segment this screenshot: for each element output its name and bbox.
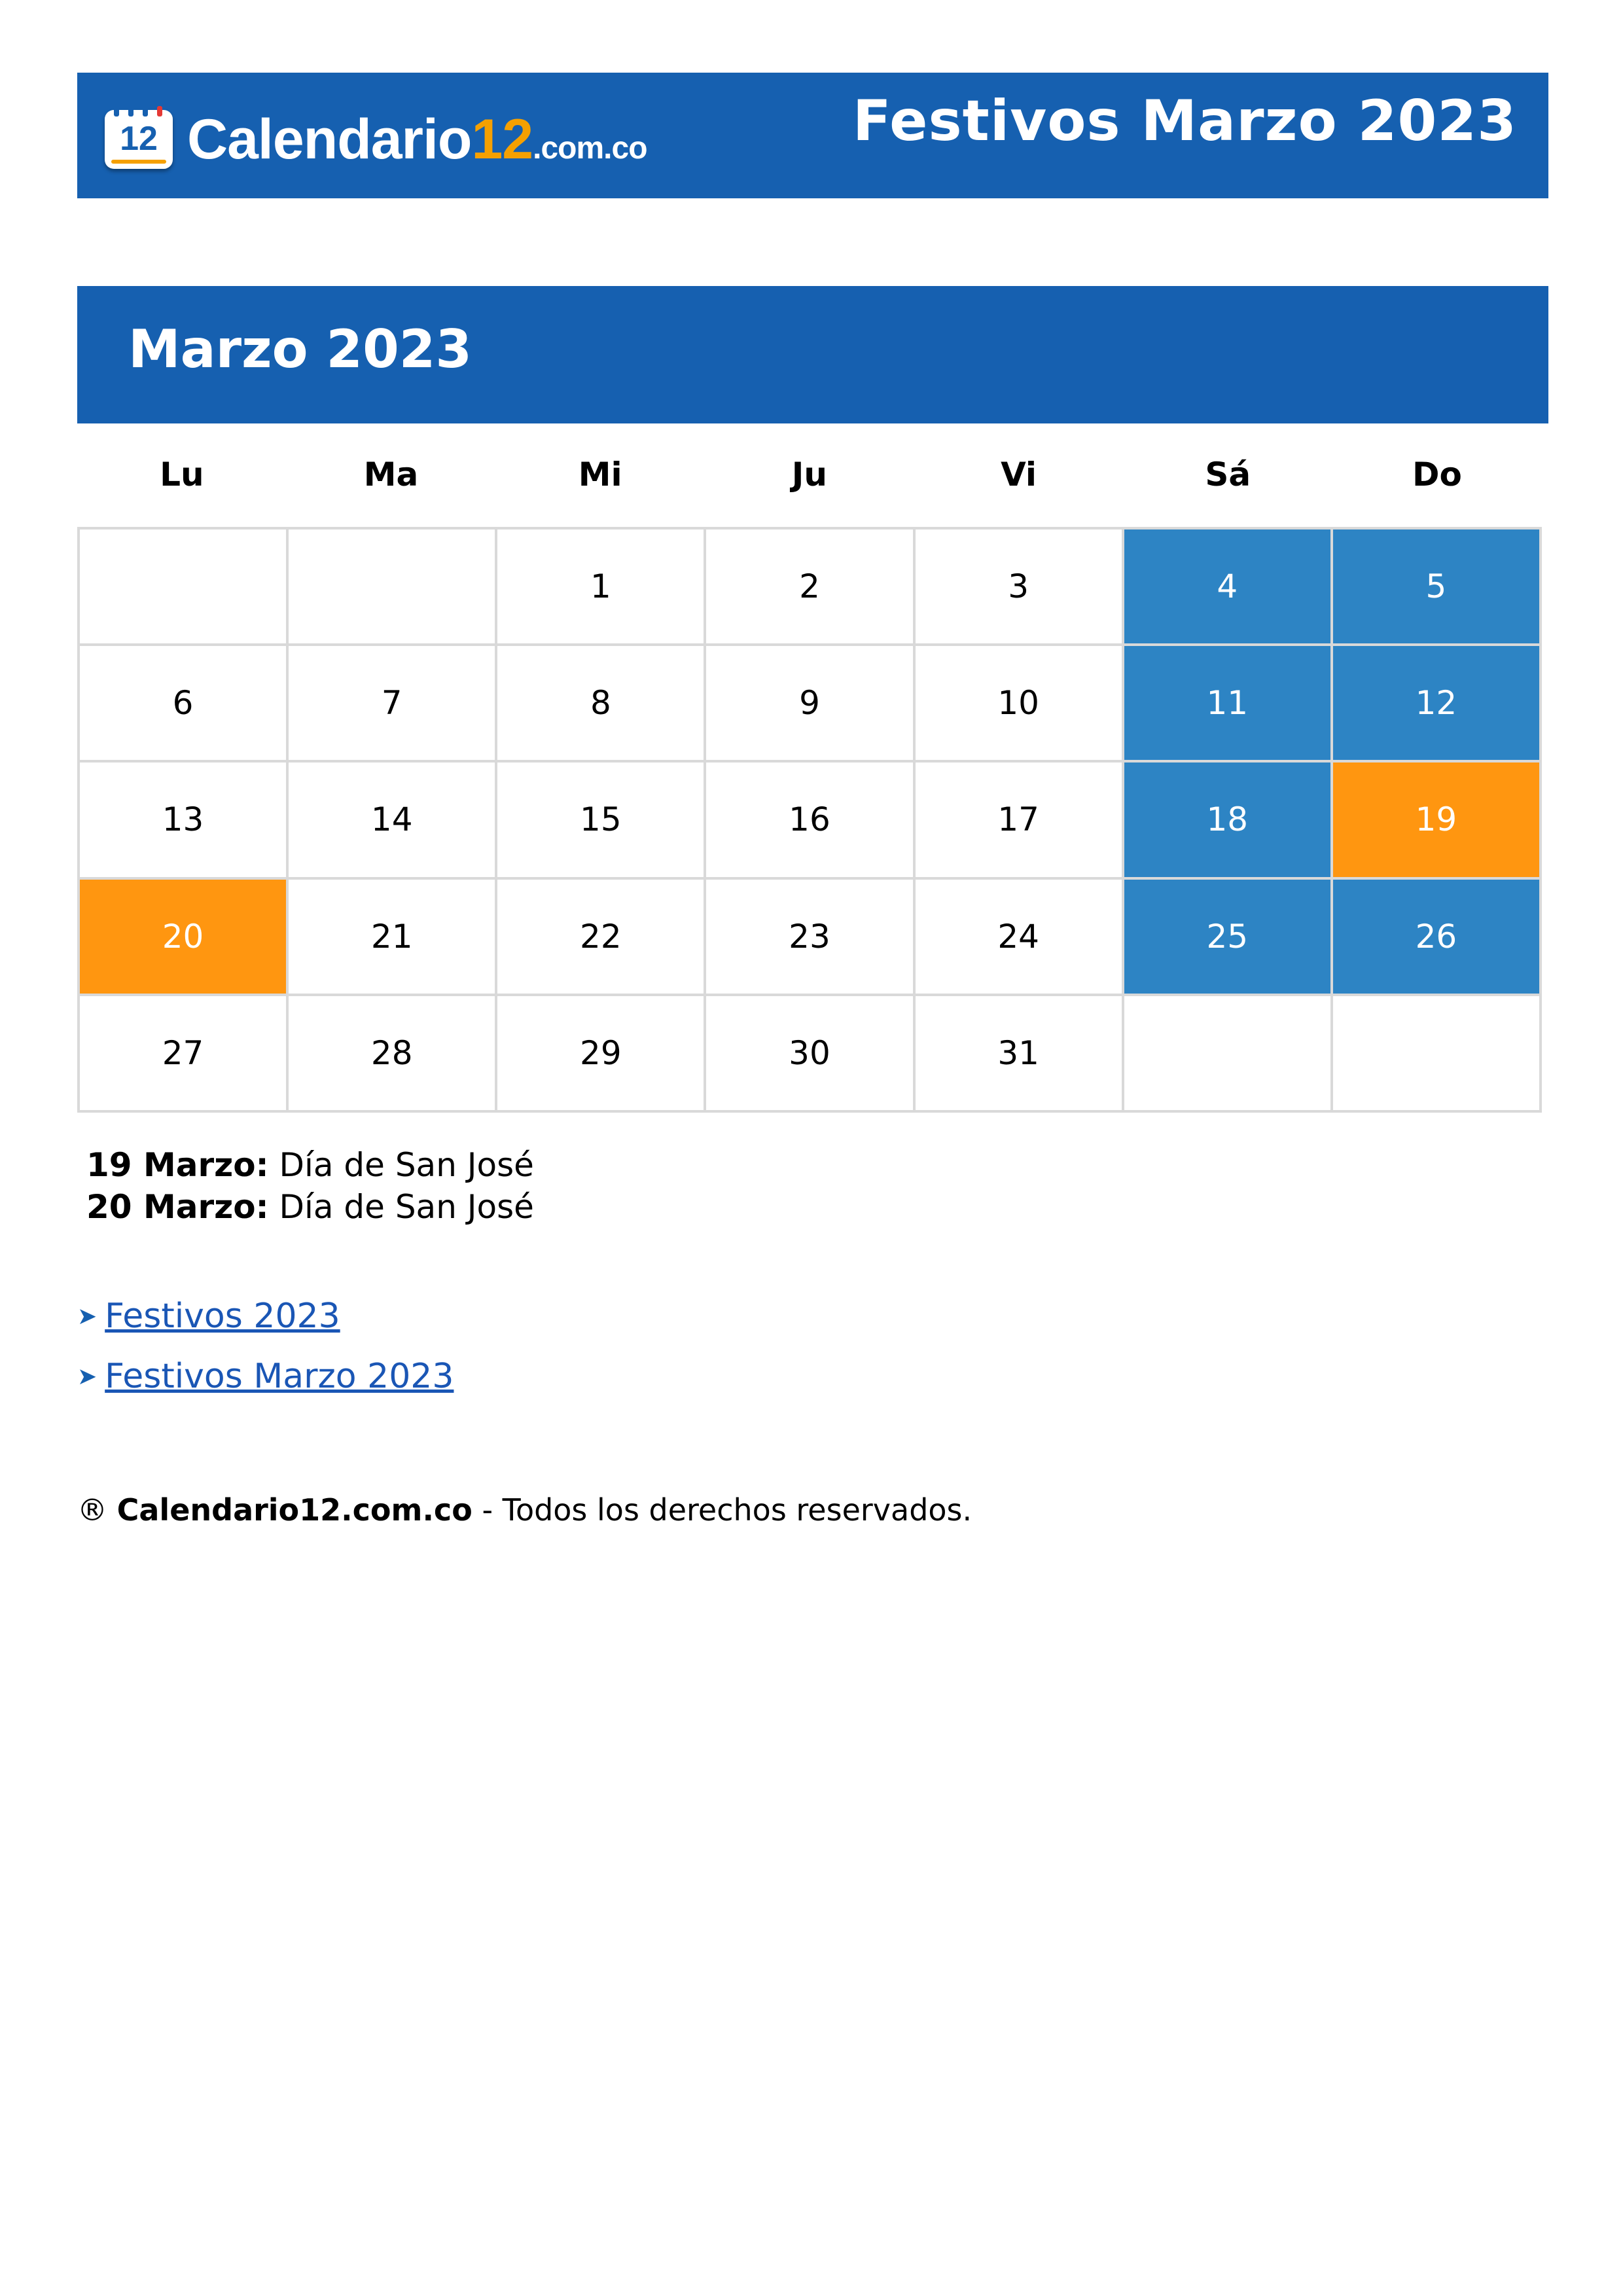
related-links bbox=[77, 1286, 454, 1407]
footer-site-name: Calendario12.com.co bbox=[116, 1492, 473, 1528]
day-cell: 5 bbox=[1333, 529, 1542, 646]
day-cell: 13 bbox=[80, 762, 289, 879]
day-cell: 7 bbox=[289, 646, 497, 762]
day-cell: 4 bbox=[1124, 529, 1333, 646]
holiday-item bbox=[86, 1186, 534, 1228]
weekday-label: Lu bbox=[160, 456, 204, 493]
day-cell: 16 bbox=[706, 762, 915, 879]
logo-text-number: 12 bbox=[471, 107, 533, 171]
footer-rights: - Todos los derechos reservados. bbox=[482, 1492, 972, 1528]
arrow-right-icon: ➤ bbox=[77, 1363, 98, 1390]
weekday-label: Vi bbox=[1001, 456, 1037, 493]
day-cell: 8 bbox=[497, 646, 706, 762]
weekday-label: Ju bbox=[791, 456, 827, 493]
day-cell: 14 bbox=[289, 762, 497, 879]
page-header bbox=[77, 73, 1548, 198]
registered-icon: ® bbox=[77, 1492, 107, 1528]
link-festivos-marzo-2023[interactable]: Festivos Marzo 2023 bbox=[105, 1357, 454, 1396]
weekday-header-row bbox=[77, 452, 1542, 497]
day-cell: 1 bbox=[497, 529, 706, 646]
weekday-label: Ma bbox=[363, 456, 419, 493]
arrow-right-icon: ➤ bbox=[77, 1302, 98, 1330]
day-cell: 26 bbox=[1333, 880, 1542, 996]
day-cell: 6 bbox=[80, 646, 289, 762]
day-cell: 10 bbox=[916, 646, 1124, 762]
day-cell: 12 bbox=[1333, 646, 1542, 762]
day-cell: 15 bbox=[497, 762, 706, 879]
holiday-date: 20 Marzo: bbox=[86, 1188, 269, 1226]
holiday-day-cell: 20 bbox=[80, 880, 289, 996]
holiday-list bbox=[86, 1144, 534, 1228]
calendar-grid bbox=[77, 527, 1542, 1113]
holiday-date: 19 Marzo: bbox=[86, 1146, 269, 1184]
empty-day-cell bbox=[1333, 996, 1542, 1113]
footer bbox=[77, 1492, 972, 1528]
holiday-day-cell: 19 bbox=[1333, 762, 1542, 879]
logo-text-main: Calendario bbox=[187, 107, 472, 171]
day-cell: 30 bbox=[706, 996, 915, 1113]
day-cell: 25 bbox=[1124, 880, 1333, 996]
logo-wordmark bbox=[187, 107, 647, 172]
link-item bbox=[77, 1286, 454, 1346]
day-cell: 27 bbox=[80, 996, 289, 1113]
empty-day-cell bbox=[1124, 996, 1333, 1113]
holiday-name: Día de San José bbox=[279, 1188, 534, 1226]
day-cell: 9 bbox=[706, 646, 915, 762]
weekday-label: Sá bbox=[1205, 456, 1251, 493]
day-cell: 28 bbox=[289, 996, 497, 1113]
link-festivos-2023[interactable]: Festivos 2023 bbox=[105, 1297, 340, 1336]
weekday-label: Do bbox=[1412, 456, 1462, 493]
day-cell: 21 bbox=[289, 880, 497, 996]
day-cell: 17 bbox=[916, 762, 1124, 879]
day-cell: 2 bbox=[706, 529, 915, 646]
empty-day-cell bbox=[289, 529, 497, 646]
site-logo[interactable] bbox=[105, 107, 647, 172]
day-cell: 11 bbox=[1124, 646, 1333, 762]
calendar-logo-icon bbox=[105, 110, 173, 169]
day-cell: 24 bbox=[916, 880, 1124, 996]
link-item bbox=[77, 1346, 454, 1407]
day-cell: 3 bbox=[916, 529, 1124, 646]
day-cell: 29 bbox=[497, 996, 706, 1113]
day-cell: 22 bbox=[497, 880, 706, 996]
logo-text-domain: .com.co bbox=[533, 130, 647, 166]
holiday-name: Día de San José bbox=[279, 1146, 534, 1184]
logo-icon-number: 12 bbox=[120, 120, 158, 158]
month-title: Marzo 2023 bbox=[128, 319, 473, 380]
holiday-item bbox=[86, 1144, 534, 1186]
page-title: Festivos Marzo 2023 bbox=[852, 88, 1517, 154]
day-cell: 23 bbox=[706, 880, 915, 996]
month-header bbox=[77, 286, 1548, 423]
day-cell: 18 bbox=[1124, 762, 1333, 879]
day-cell: 31 bbox=[916, 996, 1124, 1113]
empty-day-cell bbox=[80, 529, 289, 646]
weekday-label: Mi bbox=[578, 456, 622, 493]
